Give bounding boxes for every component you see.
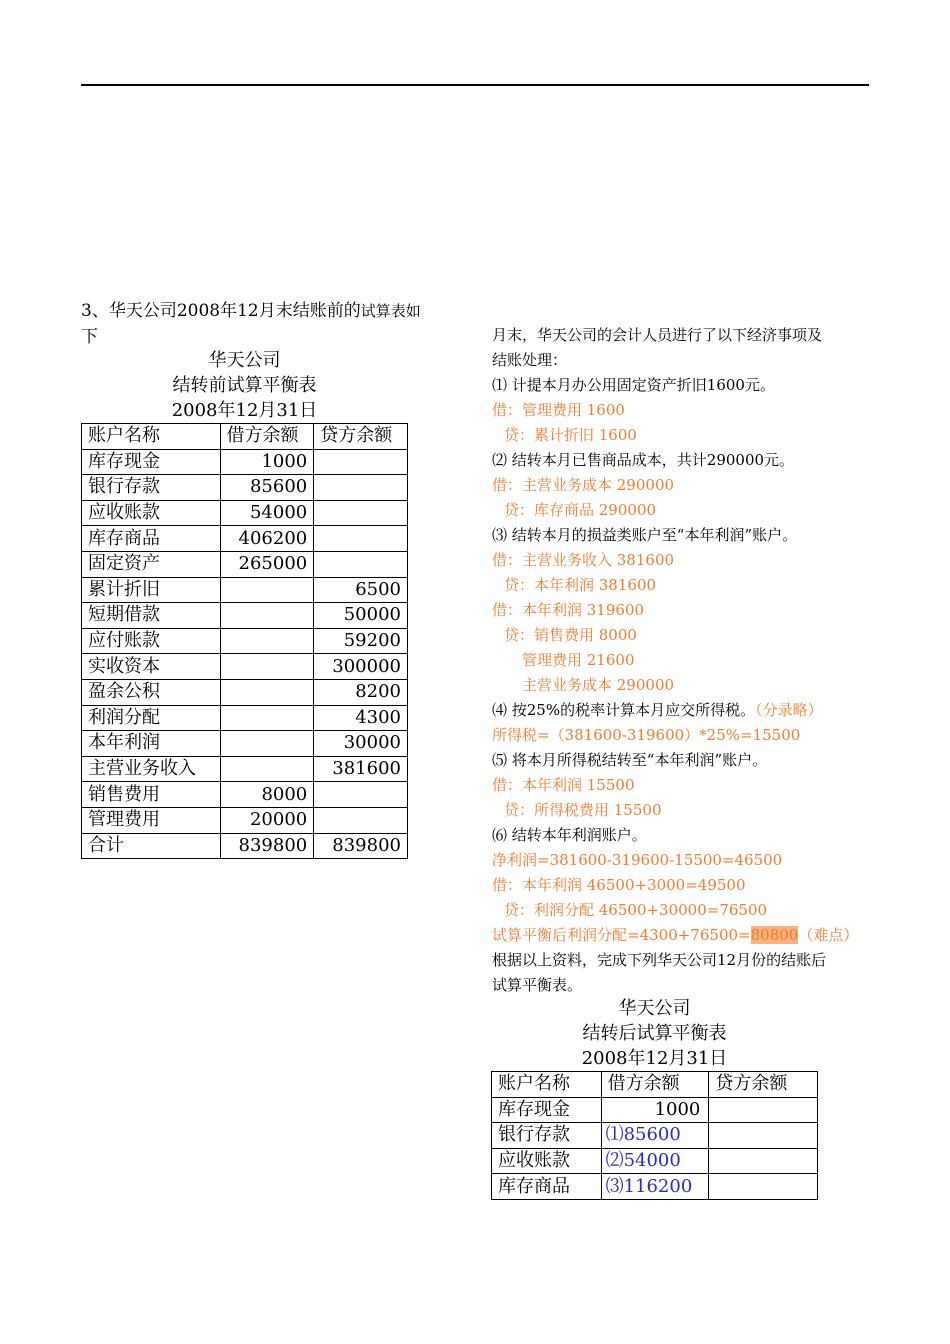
journal-credit: 贷：销售费用 8000 [504, 626, 637, 644]
table-row [492, 1123, 818, 1149]
credit-cell [314, 449, 408, 475]
table-row [82, 603, 408, 629]
table2-title: 结转后试算平衡表 [582, 1023, 727, 1044]
credit-cell [314, 782, 408, 808]
credit-cell: 30000 [314, 731, 408, 757]
debit-answer-cell: ⑶116200 [601, 1174, 709, 1200]
table-row [82, 731, 408, 757]
step-4 [492, 698, 872, 723]
account-cell: 银行存款 [492, 1123, 602, 1149]
table-row [82, 654, 408, 680]
table-row [82, 628, 408, 654]
account-cell: 销售费用 [82, 782, 221, 808]
header-account: 账户名称 [492, 1072, 602, 1098]
account-cell: 应付账款 [82, 628, 221, 654]
table1-date: 2008年12月31日 [171, 400, 318, 421]
account-cell: 合计 [82, 833, 221, 859]
heading-line2: 下 [81, 327, 98, 347]
account-cell: 库存商品 [492, 1174, 602, 1200]
credit-cell [709, 1148, 818, 1174]
transactions-section [492, 323, 872, 998]
credit-cell [314, 526, 408, 552]
heading-text: 3、华天公司2008年12月末结账前的 [81, 301, 361, 321]
account-cell: 短期借款 [82, 603, 221, 629]
journal-credit: 主营业务成本 290000 [522, 676, 675, 694]
table-row [82, 500, 408, 526]
debit-cell: 20000 [220, 807, 314, 833]
header-debit: 借方余额 [601, 1072, 709, 1098]
journal-debit: 借：本年利润 15500 [492, 776, 635, 794]
account-cell: 应收账款 [82, 500, 221, 526]
credit-cell [314, 807, 408, 833]
account-cell: 管理费用 [82, 807, 221, 833]
step-2: ⑵ 结转本月已售商品成本，共计290000元。 [492, 451, 795, 469]
debit-cell [220, 731, 314, 757]
credit-cell: 6500 [314, 577, 408, 603]
debit-cell: 406200 [220, 526, 314, 552]
intro-line: 结账处理： [492, 351, 568, 369]
journal-credit: 贷：本年利润 381600 [504, 576, 657, 594]
table-header-row [82, 424, 408, 450]
debit-cell: 1000 [601, 1097, 709, 1123]
step-3: ⑶ 结转本月的损益类账户至“本年利润”账户。 [492, 526, 798, 544]
account-cell: 实收资本 [82, 654, 221, 680]
debit-cell: 265000 [220, 551, 314, 577]
table-header-row [492, 1072, 818, 1098]
table-total-row [82, 833, 408, 859]
credit-cell [709, 1097, 818, 1123]
debit-cell [220, 603, 314, 629]
debit-cell: 54000 [220, 500, 314, 526]
debit-answer-cell: ⑵54000 [601, 1148, 709, 1174]
highlighted-result: 80800 [750, 926, 799, 944]
table-row [82, 551, 408, 577]
account-cell: 库存商品 [82, 526, 221, 552]
journal-credit: 贷：库存商品 290000 [504, 501, 657, 519]
account-cell: 库存现金 [492, 1097, 602, 1123]
debit-cell [220, 628, 314, 654]
table-row [492, 1148, 818, 1174]
table2-date: 2008年12月31日 [581, 1048, 728, 1069]
table-row [82, 526, 408, 552]
table-row [492, 1174, 818, 1200]
table-row [82, 475, 408, 501]
journal-debit: 借：本年利润 46500+3000=49500 [492, 876, 746, 894]
account-cell: 本年利润 [82, 731, 221, 757]
debit-cell [220, 577, 314, 603]
debit-cell [220, 705, 314, 731]
journal-credit: 贷：累计折旧 1600 [504, 426, 637, 444]
debit-cell [220, 654, 314, 680]
journal-debit: 借：主营业务成本 290000 [492, 476, 675, 494]
question-line: 试算平衡表。 [492, 976, 583, 994]
intro-line: 月末，华天公司的会计人员进行了以下经济事项及 [492, 326, 823, 344]
table2-company: 华天公司 [618, 998, 691, 1019]
step-4-text: ⑷ 按25%的税率计算本月应交所得税。 [492, 701, 756, 719]
credit-cell: 381600 [314, 756, 408, 782]
debit-cell: 85600 [220, 475, 314, 501]
credit-cell [314, 475, 408, 501]
account-cell: 应收账款 [492, 1148, 602, 1174]
account-cell: 主营业务收入 [82, 756, 221, 782]
step-6: ⑹ 结转本年利润账户。 [492, 826, 647, 844]
credit-cell [314, 500, 408, 526]
debit-cell [220, 756, 314, 782]
step-5: ⑸ 将本月所得税结转至“本年利润”账户。 [492, 751, 768, 769]
balance-formula: 试算平衡后利润分配=4300+76500= [492, 926, 751, 944]
credit-cell [709, 1174, 818, 1200]
account-cell: 库存现金 [82, 449, 221, 475]
table-row [82, 807, 408, 833]
table-row [82, 679, 408, 705]
account-cell: 银行存款 [82, 475, 221, 501]
net-profit-calculation: 净利润=381600-319600-15500=46500 [492, 851, 783, 869]
credit-cell [709, 1123, 818, 1149]
top-rule [81, 84, 869, 86]
table-row [82, 756, 408, 782]
account-cell: 累计折旧 [82, 577, 221, 603]
journal-credit: 贷：利润分配 46500+30000=76500 [504, 901, 768, 919]
journal-debit: 借：主营业务收入 381600 [492, 551, 675, 569]
difficulty-note: （难点） [798, 926, 859, 944]
trial-balance-after-table [491, 1071, 818, 1200]
debit-cell: 1000 [220, 449, 314, 475]
table-row [492, 1097, 818, 1123]
table1-company: 华天公司 [208, 350, 281, 371]
header-debit: 借方余额 [220, 424, 314, 450]
question-line: 根据以上资料，完成下列华天公司12月份的结账后 [492, 951, 827, 969]
journal-debit: 借：管理费用 1600 [492, 401, 625, 419]
debit-cell [220, 679, 314, 705]
journal-credit: 贷：所得税费用 15500 [504, 801, 662, 819]
credit-cell: 4300 [314, 705, 408, 731]
header-credit: 贷方余额 [709, 1072, 818, 1098]
table-row [82, 449, 408, 475]
heading-small-text: 试算表如 [360, 302, 421, 320]
account-cell: 利润分配 [82, 705, 221, 731]
header-account: 账户名称 [82, 424, 221, 450]
header-credit: 贷方余额 [314, 424, 408, 450]
credit-cell: 59200 [314, 628, 408, 654]
credit-cell: 839800 [314, 833, 408, 859]
credit-cell: 50000 [314, 603, 408, 629]
table1-title: 结转前试算平衡表 [172, 375, 317, 396]
debit-cell: 8000 [220, 782, 314, 808]
trial-balance-before-table [81, 423, 408, 859]
account-cell: 固定资产 [82, 551, 221, 577]
tax-calculation: 所得税=（381600-319600）*25%=15500 [492, 726, 801, 744]
credit-cell [314, 551, 408, 577]
step-4-note: （分录略） [755, 701, 823, 719]
journal-credit: 管理费用 21600 [522, 651, 635, 669]
debit-cell: 839800 [220, 833, 314, 859]
table-row [82, 577, 408, 603]
question-heading [81, 298, 466, 350]
balance-calculation [492, 923, 872, 948]
journal-debit: 借：本年利润 319600 [492, 601, 645, 619]
table-row [82, 782, 408, 808]
credit-cell: 8200 [314, 679, 408, 705]
account-cell: 盈余公积 [82, 679, 221, 705]
debit-answer-cell: ⑴85600 [601, 1123, 709, 1149]
credit-cell: 300000 [314, 654, 408, 680]
table-row [82, 705, 408, 731]
step-1: ⑴ 计提本月办公用固定资产折旧1600元。 [492, 376, 775, 394]
